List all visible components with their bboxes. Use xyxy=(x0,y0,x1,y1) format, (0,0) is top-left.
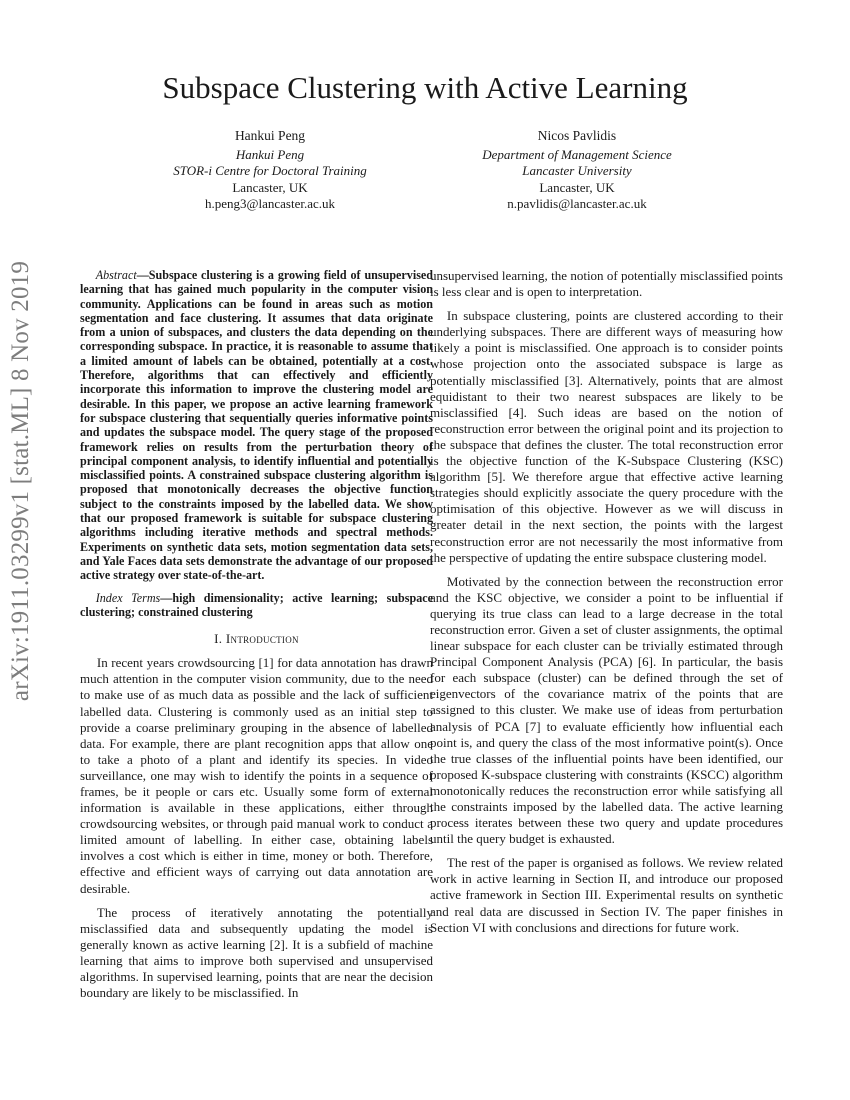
abstract-label: Abstract xyxy=(95,268,137,282)
author-affiliation-line: Department of Management Science xyxy=(482,146,672,162)
index-terms xyxy=(80,591,433,620)
index-terms-label: Index Terms xyxy=(95,590,161,605)
author-location: Lancaster, UK xyxy=(539,179,615,195)
abstract-text: —Subspace clustering is a growing field of unsupervised learning that has gained much popularity in the computer vision community. Applications can be found in areas such as motion segmentation and face clustering. It assumes that data originate from a union of subspaces, and clusters the data depending on the corresponding subspace. In practice, it is reasonable to assume that a limited amount of labels can be obtained, potentially at a cost. Therefore, algorithms that can effectively and efficiently incorporate this information to improve the clustering model are desirable. In this paper, we propose an active learning framework for subspace clustering that sequentially queries informative points and updates the subspace model. The query stage of the proposed framework relies on results from the perturbation theory of principal component analysis, to identify influential and potentially misclassified points. A constrained subspace clustering algorithm is proposed that monotonically decreases the objective function subject to the constraints imposed by the labelled data. We show that our proposed framework is suitable for subspace clustering algorithms including iterative methods and spectral methods. Experiments on synthetic data sets, motion segmentation data sets, and Yale Faces data sets demonstrate the advantage of our proposed active strategy over state-of-the-art. xyxy=(80,268,433,583)
body-paragraph: The rest of the paper is organised as follows. We review related work in active learning in Section II, and introduce our proposed active framework in Section III. Experimental results on synthetic and real data are discussed in Section IV. The paper finishes in Section VI with conclusions and directions for future work. xyxy=(430,855,783,935)
body-paragraph: In recent years crowdsourcing [1] for data annotation has drawn much attention in the computer vision community, due to the need to make use of as much data as possible and the lack of sufficient labelled data. Clustering is commonly used as an initial step to provide a coarse preliminary grouping in the absence of labelled data. For example, there are plant recognition apps that allow one to take a photo of a plant and identify its species. In video surveillance, one may wish to identify the points in a sequence of frames, be it people or cars etc. Usually some form of external information is available in these applications, either through crowdsourcing websites, or through paid manual work to conduct a limited amount of labelling. In either case, obtaining labels involves a cost which is either in time, money or both. Therefore, effective and efficient ways of carrying out data annotation are desirable. xyxy=(80,655,433,896)
body-paragraph: unsupervised learning, the notion of potentially misclassified points is less clear and is open to interpretation. xyxy=(430,268,783,300)
author-block-2 xyxy=(427,128,727,213)
arxiv-identifier xyxy=(2,260,40,702)
body-paragraph: In subspace clustering, points are clustered according to their underlying subspaces. There are different ways of measuring how likely a point is misclassified. One approach is to consider points whose projection onto the associated subspace is large as potentially misclassified [3]. Alternatively, points that are almost equidistant to their two nearest subspaces are likely to be misclassified [4]. Such ideas are based on the notion of reconstruction error between the original point and its projection to the subspace that defines the cluster. The total reconstruction error is the objective function of the K-Subspace Clustering (KSC) algorithm [5]. We therefore argue that effective active learning strategies should explicitly associate the query procedure with the optimisation of this objective. However as we will discuss in greater detail in the next section, the points with the largest reconstruction error are not necessarily the most informative from the perspective of updating the entire subspace clustering model. xyxy=(430,308,783,565)
index-terms-text: —high dimensionality; active learning; subspace clustering; constrained clustering xyxy=(80,590,433,619)
abstract xyxy=(80,268,433,583)
author-location: Lancaster, UK xyxy=(232,179,308,195)
author-affiliation-line: Hankui Peng xyxy=(235,146,305,162)
right-column xyxy=(430,268,783,944)
author-name: Nicos Pavlidis xyxy=(537,128,617,143)
paper-title: Subspace Clustering with Active Learning xyxy=(162,70,688,105)
body-paragraph: Motivated by the connection between the reconstruction error and the KSC objective, we consider a point to be influential if querying its true class can lead to a large decrease in the total reconstruction error. Given a set of cluster assignments, the optimal linear subspace for each cluster can be trivially estimated through Principal Component Analysis (PCA) [6]. In particular, the basis for each subspace (cluster) can be defined through the set of eigenvectors of the covariance matrix of the points that are assigned to this cluster. We make use of ideas from perturbation analysis of PCA [7] to evaluate efficiently how influential each point is, and query the class of the most informative point(s). Once the true classes of the influential points have been identified, our proposed K-subspace clustering with constraints (KSCC) algorithm monotonically reduces the reconstruction error while satisfying all the constraints imposed by the labelled data. The active learning process iterates between these two query and update procedures until the query budget is exhausted. xyxy=(430,573,783,847)
body-paragraph: The process of iteratively annotating the potentially misclassified data and subsequently updating the model is generally known as active learning [2]. It is a subfield of machine learning that aims to improve both supervised and unsupervised algorithms. In supervised learning, points that are near the decision boundary are likely to be misclassified. In xyxy=(80,904,433,1001)
author-name: Hankui Peng xyxy=(234,128,306,143)
arxiv-identifier-text: arXiv:1911.03299v1 [stat.ML] 8 Nov 2019 xyxy=(7,260,35,702)
left-column xyxy=(80,268,433,1009)
section-heading: I. Introduction xyxy=(214,631,299,647)
author-email: h.peng3@lancaster.ac.uk xyxy=(204,196,335,211)
author-affiliation-line: Lancaster University xyxy=(522,163,632,178)
author-block-1 xyxy=(120,128,420,213)
author-affiliation-line: STOR-i Centre for Doctoral Training xyxy=(173,163,367,178)
author-email: n.pavlidis@lancaster.ac.uk xyxy=(507,196,647,211)
